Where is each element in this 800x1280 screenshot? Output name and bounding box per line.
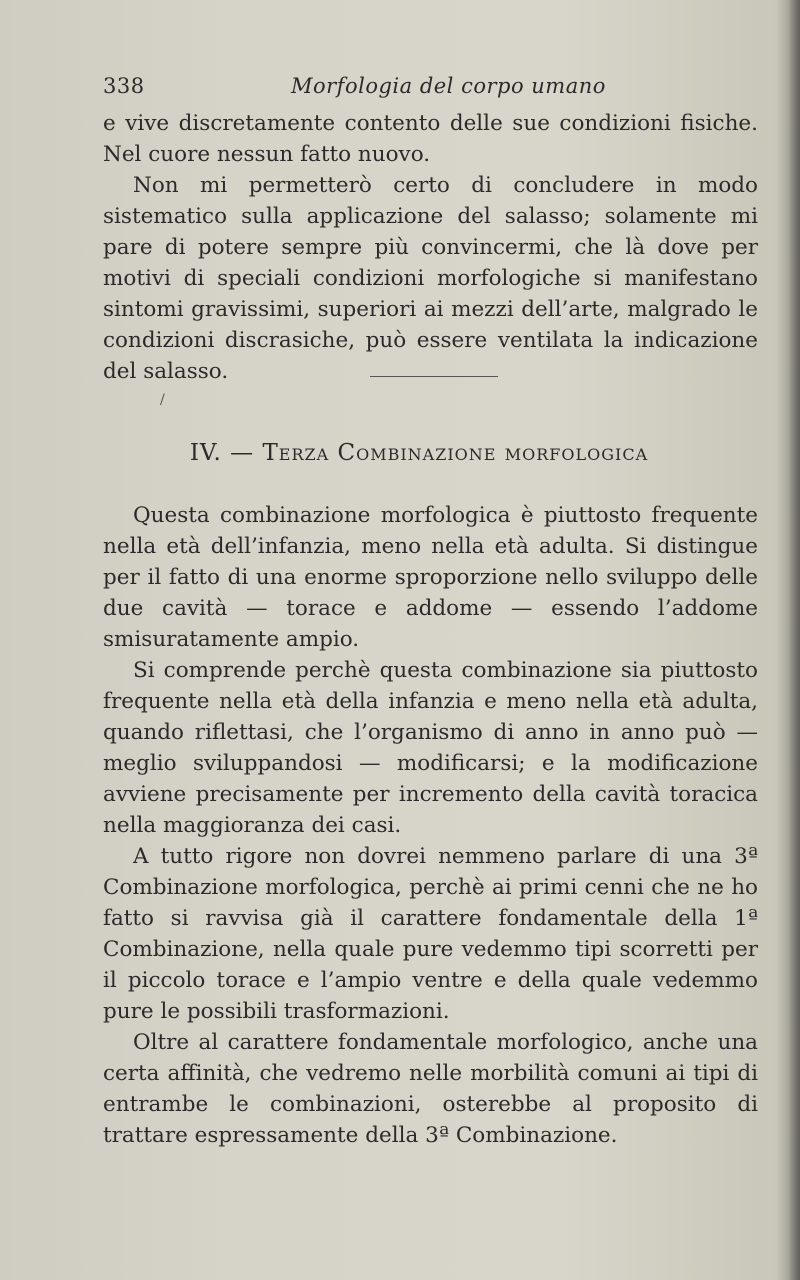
stray-mark: / (160, 392, 165, 408)
paragraph-continuation: e vive discretamente contento delle sue condizioni fisiche. Nel cuore nessun fatto nuovo. (103, 111, 758, 167)
section-divider (370, 376, 498, 377)
running-head (103, 74, 758, 104)
section-body-text (103, 500, 758, 1151)
section-numeral: IV. — (189, 440, 255, 466)
running-title: Morfologia del corpo umano (291, 74, 606, 98)
page-edge-shadow (788, 0, 800, 1280)
previous-section-text (103, 108, 758, 387)
section-heading (0, 440, 800, 466)
paragraph-1: Questa combinazione morfologica è piuttosto frequente nella età dell’infanzia, meno nella età adulta. Si distingue per il fatto di una enorme sproporzione nello sviluppo delle due cavità — torace e addome — essendo l’addome smisuratamente ampio. (103, 503, 758, 652)
page-number: 338 (103, 74, 145, 98)
paragraph-salasso: Non mi permetterò certo di concludere in modo sistematico sulla applicazione del salasso; solamente mi pare di potere sempre più convincermi, che là dove per motivi di speciali condizioni morfologiche si manifestano sintomi gravissimi, superiori ai mezzi dell’arte, malgrado le condizioni discrasiche, può essere ventilata la indicazione del salasso. (103, 173, 758, 384)
paragraph-4: Oltre al carattere fondamentale morfologico, anche una certa affinità, che vedremo nelle morbilità comuni ai tipi di entrambe le combinazioni, osterebbe al proposito di trattare espressamente della 3ª Combinazione. (103, 1030, 758, 1148)
section-title: Terza Combinazione morfologica (262, 440, 649, 466)
paragraph-2: Si comprende perchè questa combinazione sia piuttosto frequente nella età della infanzia e meno nella età adulta, quando riflettasi, che l’organismo di anno in anno può — meglio sviluppandosi — modificarsi; e la modificazione avviene precisamente per incremento della cavità toracica nella maggioranza dei casi. (103, 658, 758, 838)
paragraph-3: A tutto rigore non dovrei nemmeno parlare di una 3ª Combinazione morfologica, perchè ai primi cenni che ne ho fatto si ravvisa già il carattere fondamentale della 1ª Combinazione, nella quale pure vedemmo tipi scorretti per il piccolo torace e l’ampio ventre e della quale vedemmo pure le possibili trasformazioni. (103, 844, 758, 1024)
